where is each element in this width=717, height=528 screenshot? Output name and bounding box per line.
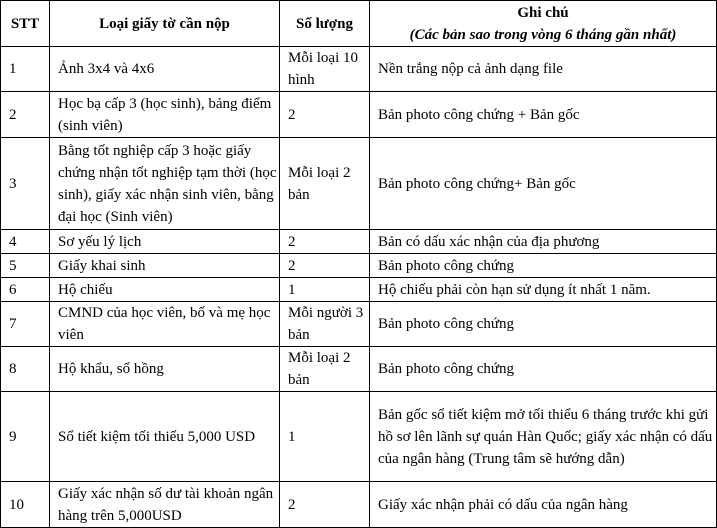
row-note: Bản photo công chứng+ Bản gốc: [370, 138, 717, 230]
row-note: Bản photo công chứng: [370, 254, 717, 278]
row-quantity: 2: [280, 92, 370, 138]
row-stt: 7: [1, 302, 50, 347]
table-row: [1, 254, 717, 278]
row-document: Hộ khẩu, sổ hồng: [50, 347, 280, 392]
row-quantity: Mỗi người 3 bản: [280, 302, 370, 347]
row-quantity: Mỗi loại 2 bản: [280, 138, 370, 230]
row-note: Bản photo công chứng: [370, 302, 717, 347]
row-quantity: 1: [280, 392, 370, 482]
row-document: Giấy xác nhận số dư tài khoản ngân hàng trên 5,000USD: [50, 482, 280, 528]
row-quantity: 2: [280, 482, 370, 528]
row-note: Giấy xác nhận phải có dấu của ngân hàng: [370, 482, 717, 528]
header-note: [370, 1, 717, 47]
header-note-subtitle: (Các bản sao trong vòng 6 tháng gần nhất): [409, 26, 677, 43]
table-row: [1, 47, 717, 92]
row-document: Ảnh 3x4 và 4x6: [50, 47, 280, 92]
row-quantity: Mỗi loại 2 bản: [280, 347, 370, 392]
row-note: Hộ chiếu phải còn hạn sử dụng ít nhất 1 năm.: [370, 278, 717, 302]
row-stt: 9: [1, 392, 50, 482]
header-document-type: Loại giấy tờ cần nộp: [50, 1, 280, 47]
row-document: Bằng tốt nghiệp cấp 3 hoặc giấy chứng nhận tốt nghiệp tạm thời (học sinh), giấy xác nhận sinh viên, bằng đại học (Sinh viên): [50, 138, 280, 230]
row-quantity: 1: [280, 278, 370, 302]
row-document: Giấy khai sinh: [50, 254, 280, 278]
table-row: [1, 482, 717, 528]
header-quantity: Số lượng: [280, 1, 370, 47]
row-stt: 5: [1, 254, 50, 278]
header-note-title: Ghi chú: [517, 4, 569, 21]
row-stt: 6: [1, 278, 50, 302]
row-note: Bản gốc sổ tiết kiệm mở tối thiểu 6 tháng trước khi gửi hồ sơ lên lãnh sự quán Hàn Quốc; giấy xác nhận có dấu của ngân hàng (Trung tâm sẽ hướng dẫn): [370, 392, 717, 482]
row-quantity: Mỗi loại 10 hình: [280, 47, 370, 92]
table-row: [1, 347, 717, 392]
row-document: Sơ yếu lý lịch: [50, 230, 280, 254]
row-note: Bản photo công chứng + Bản gốc: [370, 92, 717, 138]
table-row: [1, 278, 717, 302]
table-header-row: [1, 1, 717, 47]
row-stt: 2: [1, 92, 50, 138]
row-document: Học bạ cấp 3 (học sinh), bảng điểm (sinh viên): [50, 92, 280, 138]
row-stt: 8: [1, 347, 50, 392]
row-quantity: 2: [280, 230, 370, 254]
row-document: CMND của học viên, bố và mẹ học viên: [50, 302, 280, 347]
row-quantity: 2: [280, 254, 370, 278]
table-row: [1, 302, 717, 347]
row-note: Bản photo công chứng: [370, 347, 717, 392]
row-stt: 1: [1, 47, 50, 92]
row-note: Nền trắng nộp cả ảnh dạng file: [370, 47, 717, 92]
table-row: [1, 138, 717, 230]
row-document: Hộ chiếu: [50, 278, 280, 302]
row-stt: 10: [1, 482, 50, 528]
header-stt: STT: [1, 1, 50, 47]
table-row: [1, 230, 717, 254]
row-note: Bản có dấu xác nhận của địa phương: [370, 230, 717, 254]
row-stt: 4: [1, 230, 50, 254]
table-row: [1, 392, 717, 482]
row-stt: 3: [1, 138, 50, 230]
table-row: [1, 92, 717, 138]
row-document: Sổ tiết kiệm tối thiểu 5,000 USD: [50, 392, 280, 482]
